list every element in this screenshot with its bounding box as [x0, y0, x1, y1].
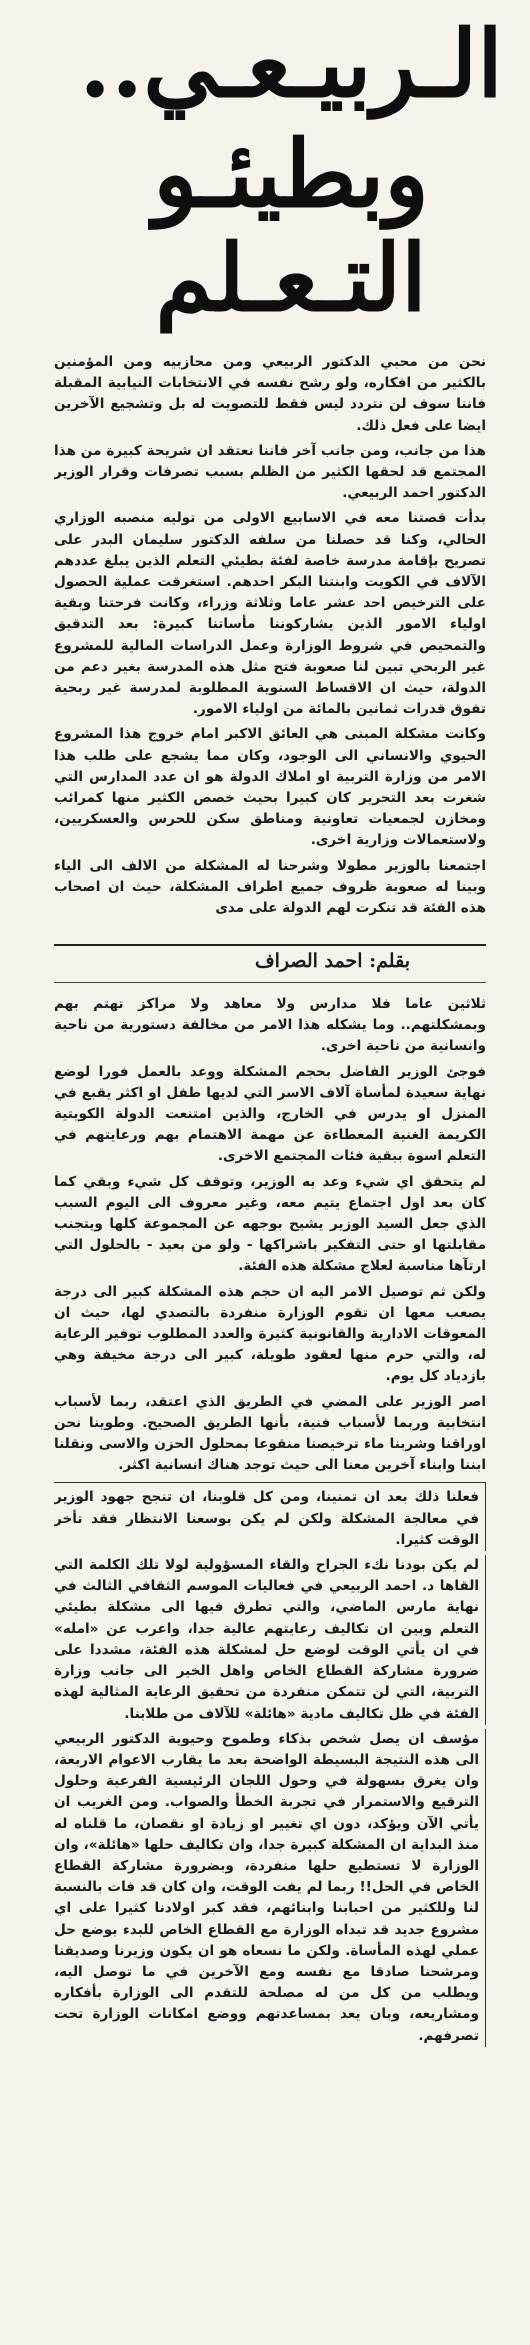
paragraph: ولكن ثم توصيل الامر اليه ان حجم هذه المشكلة كبير الى درجة يصعب معها ان تقوم الوزارة منفردة بالتصدي لها، حيث ان المعوقات الادارية والقانونية كثيرة والعدد المطلوب توفير الرعاية له، والتي حرم منها لعقود طويلة، كبير الى درجة مخيفة وهي بازدياد كل يوم.	[54, 1283, 486, 1385]
paragraph: بدأت قصتنا معه في الاسابيع الاولى من توليه منصبه الوزاري الحالي، وكنا قد حصلنا من سلفه الدكتور سليمان البدر على تصريح بإقامة مدرسة خاصة لفئة بطيئي التعلم الذين يبلغ عددهم الآلاف في الكويت وابنتنا البكر احدهم. استغرقت عملية الحصول على الترخيص احد عشر عاما وثلاثة وزراء، وكانت فرحتنا وبقية اولياء الامور الذين يشاركوننا مأساتنا كبيرة: بعد التدقيق والتمحيص في شروط الوزارة وعمل الدراسات المالية للمشروع غير الربحي تبين لنا صعوبة فتح مثل هذه المدرسة بغير دعم من الدولة، حيث ان الاقساط السنوية المطلوبة لمدرسة غير ربحية تفوق قدرات ثمانين بالمائة من اولياء الامور.	[54, 510, 486, 718]
article-body-part-2	[54, 994, 486, 2334]
paragraph: نحن من محبي الدكتور الربيعي ومن محازبيه ومن المؤمنين بالكثير من افكاره، ولو رشح نفسه في الانتخابات النيابية المقبلة فاننا سوف لن نتردد ليس فقط للتصويت له بل وتشجيع الآخرين ايضا على فعل ذلك.	[54, 354, 486, 434]
paragraph: هذا من جانب، ومن جانب آخر فاننا نعتقد ان شريحة كبيرة من هذا المجتمع قد لحقها الكثير من الظلم بسبب تصرفات وقرار الوزير الدكتور احمد الربيعي.	[54, 442, 486, 502]
article-body-part-1	[54, 352, 486, 938]
paragraph: فوجئ الوزير الفاضل بحجم المشكلة ووعد بالعمل فورا لوضع نهاية سعيدة لمأساة آلاف الاسر التي لديها طفل او اكثر يقبع في المنزل او يدرس في الخارج، والذين امتنعت الدولة الكويتية الكريمة الغنية المعطاءة عن مهمة الاهتمام بهم ورعايتهم في التعلم اسوة ببقية فئات المجتمع الاخرى.	[54, 1063, 486, 1165]
paragraph: اجتمعنا بالوزير مطولا وشرحنا له المشكلة من الالف الى الياء وبينا له صعوبة ظروف جميع اطراف المشكلة، حيث ان اصحاب هذه الفئة قد تنكرت لهم الدولة على مدى	[54, 857, 486, 917]
author-byline: بقلم: احمد الصراف	[254, 950, 410, 972]
paragraph: اصر الوزير على المضي في الطريق الذي اعتقد، ربما لأسباب انتخابية وربما لأسباب فنية، بأنها الطريق الصحيح. وطوينا نحن اوراقنا وشربنا ماء ترخيصنا منقوعا بمحلول الحزن والاسى ونقلنا ابننا وابناء آخرين معنا الى حيث توجد هناك انسانية اكثر.	[54, 1393, 486, 1474]
paragraph: فعلنا ذلك بعد ان تمنينا، ومن كل قلوبنا، ان تنجح جهود الوزير في معالجة المشكلة ولكن لم يكن بوسعنا الانتظار فقد تأخر الوقت كثيرا.	[54, 1482, 486, 1551]
paragraph: لم يكن بودنا نكء الجراح والقاء المسؤولية لولا تلك الكلمة التي القاها د. احمد الربيعي في فعاليات الموسم الثقافي الثالث في نهاية مارس الماضي، والتي تطرق فيها الى مشكلة بطيئي التعلم وبين ان تكاليف رعايتهم عالية جدا، واعرب عن «امله» في ان يأتي الوقت لوضع حل لمشكلة هذه الفئة، مشددا على ضرورة مشاركة القطاع الخاص واهل الخير الى جانب وزارة التربية، التي لن تتمكن منفردة من تحقيق الرعاية المثالية لهذه الفئة في ظل تكاليف مادية «هائلة» للآلاف من طلابنا.	[54, 1555, 486, 1725]
paragraph: وكانت مشكلة المبنى هي العائق الاكبر امام خروج هذا المشروع الحيوي والانساني الى الوجود، وكان مما يشجع على طلب هذا الامر من وزارة التربية او املاك الدولة هو ان عدد المدارس التي شغرت بعد التحرير كان كبيرا بحيث خصص الكثير منها كمرائب ومخازن لجمعيات تعاونية ومناطق سكن للحرس والعسكريين، ولاستعمالات وزارية اخرى.	[54, 726, 486, 849]
paragraph: مؤسف ان يصل شخص بذكاء وطموح وحيوية الدكتور الربيعي الى هذه النتيجة البسيطة الواضحة بعد ما يقارب الاعوام الاربعة، وان يغرق بسهولة في وحول اللجان الرئيسية الفرعية وحلول الترقيع والاستمرار في تجربة الخطأ والصواب. ومن الغريب ان يأتي الآن ويؤكد، دون اي تغيير او زيادة او نقصان، ما قلناه له منذ البداية ان المشكلة كبيرة جدا، وان تكاليف حلها «هائلة»، وان الوزارة لا تستطيع حلها منفردة، وبضرورة مشاركة القطاع الخاص في الحل!! ربما لم يفت الوقت، وان كان قد فات بالنسبة لنا وللكثير من احبابنا وابنائهم، فقد كبر اولادنا كثيرا على اي مشروع جديد قد تبداه الوزارة مع القطاع الخاص للبدء بوضع حل عملي لهذه المأساة. ولكن ما نسعاه هو ان يكون وزيرنا وصديقنا ومرشحنا صادقا مع نفسه ومع الآخرين في ما توصل اليه، ويطلب من كل من له مصلحة للتقدم الى الوزارة بأفكاره ومشاريعه، وبان يعد بمساعدتهم ووضع امكانات الوزارة تحت تصرفهم.	[54, 1729, 486, 2047]
paragraph: ثلاثين عاما فلا مدارس ولا معاهد ولا مراكز تهتم بهم وبمشكلتهم.. وما يشكله هذا الامر من مخالفة دستورية من ناحية وانسانية من ناحية اخرى.	[54, 996, 486, 1055]
headline-line-1: الـربيـعـي..	[79, 10, 503, 118]
headline-line-2: وبطيئـو	[153, 120, 429, 228]
paragraph: لم يتحقق اي شيء وعد به الوزير، وتوقف كل شيء وبقي كما كان بعد اول اجتماع يتيم معه، وغير معروف الى اليوم السبب الذي جعل السيد الوزير يشيح بوجهه عن المجموعة كلها ويتجنب مقابلتها او حتى التفكير باشراكها - ولو من بعيد - بالحلول التي ارتآها مناسبة لعلاج مشكلة هذه الفئة.	[54, 1173, 486, 1275]
headline-line-3: التـعـلم	[155, 224, 427, 332]
